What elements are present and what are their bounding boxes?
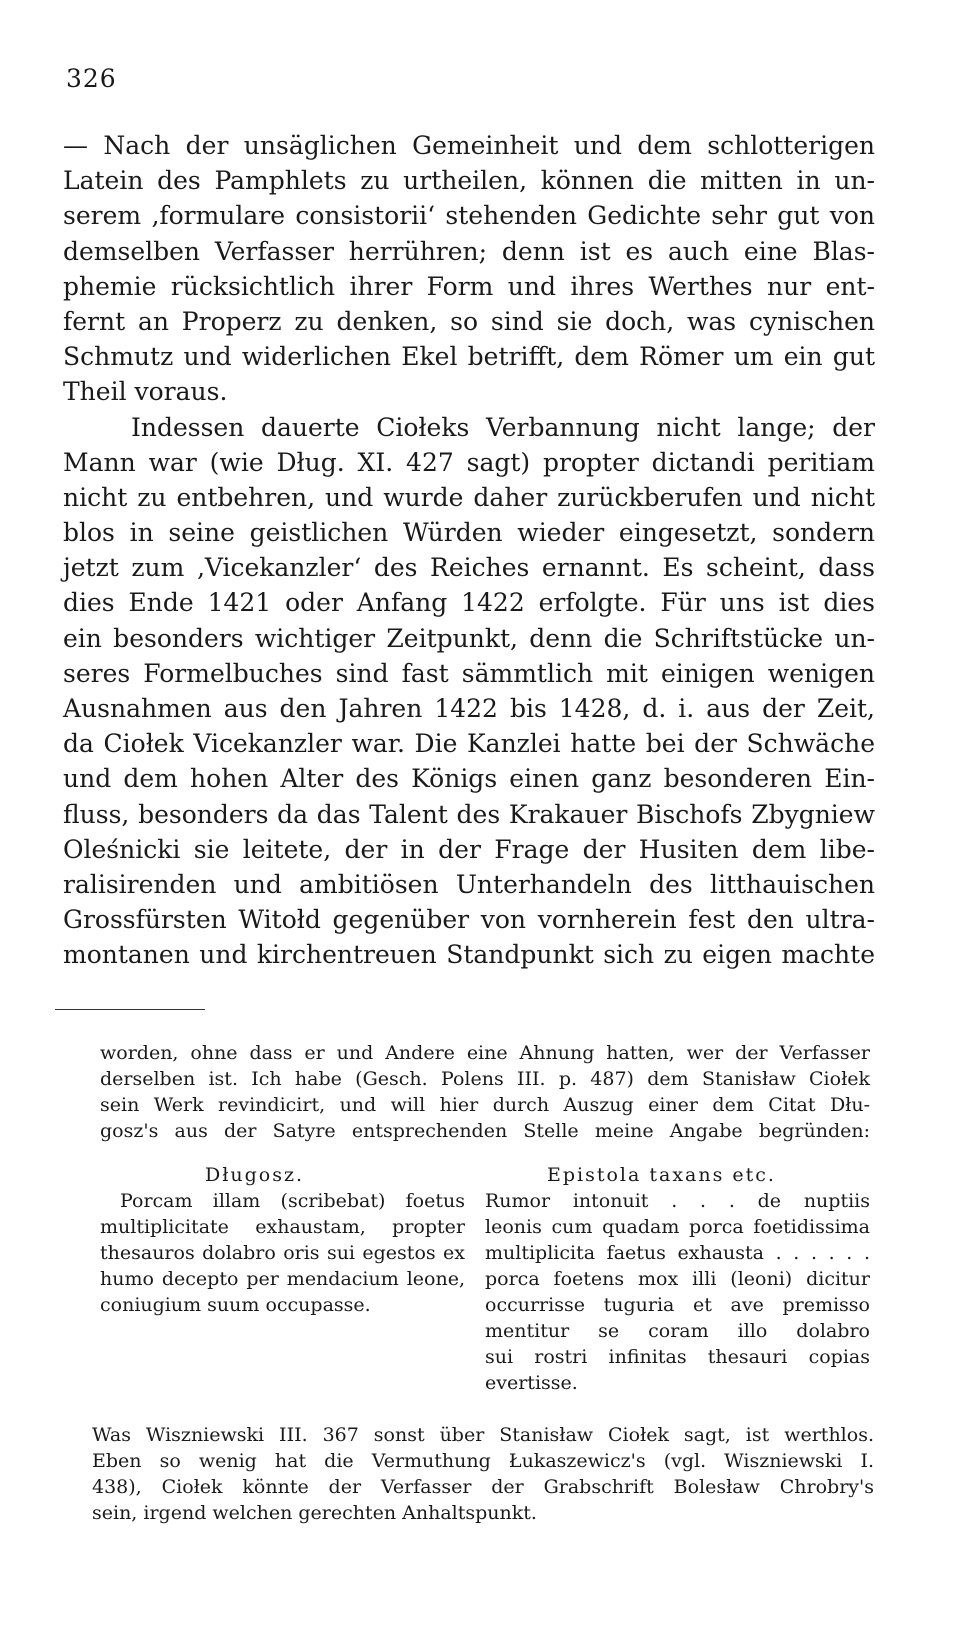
quote-line: coniugium suum occupasse. <box>100 1294 371 1316</box>
main-body-text <box>63 128 875 973</box>
footnote-line: worden, ohne dass er und Andere eine Ahnung hatten, wer der Verfasser <box>100 1042 870 1064</box>
dlugosz-column <box>100 1162 465 1318</box>
footnote-line: derselben ist. Ich habe (Gesch. Polens III. p. 487) dem Stanisław Ciołek <box>100 1068 870 1090</box>
quote-line: leonis cum quadam porca foetidissima <box>485 1216 870 1238</box>
body-line: ein besonders wichtiger Zeitpunkt, denn die Schriftstücke un- <box>63 623 875 653</box>
epistola-column <box>485 1162 870 1396</box>
footnote-line: Eben so wenig hat die Vermuthung Łukaszewicz's (vgl. Wiszniewski I. <box>92 1450 874 1472</box>
footnote-line: sein Werk revindicirt, und will hier durch Auszug einer dem Citat Dłu- <box>100 1094 870 1116</box>
epistola-heading: Epistola taxans etc. <box>547 1164 776 1186</box>
quote-line: thesauros dolabro oris sui egestos ex <box>100 1242 465 1264</box>
quote-line: mentitur se coram illo dolabro <box>485 1320 870 1342</box>
body-line: Oleśnicki sie leitete, der in der Frage der Husiten dem libe- <box>63 834 875 864</box>
quote-line: Porcam illam (scribebat) foetus <box>120 1190 465 1212</box>
parallel-quotations <box>100 1162 870 1422</box>
footnote-line: 438), Ciołek könnte der Verfasser der Grabschrift Bolesław Chrobry's <box>92 1476 874 1498</box>
body-line: blos in seine geistlichen Würden wieder eingesetzt, sondern <box>63 518 875 548</box>
dlugosz-heading: Długosz. <box>205 1164 305 1186</box>
body-line: Grossfürsten Witołd gegenüber von vornherein fest den ultra- <box>63 905 875 935</box>
body-line: ralisirenden und ambitiösen Unterhandeln des litthauischen <box>63 869 875 899</box>
quote-line: sui rostri infinitas thesauri copias <box>485 1346 870 1368</box>
footnote-line: sein, irgend welchen gerechten Anhaltspunkt. <box>92 1502 537 1524</box>
body-line: fluss, besonders da das Talent des Krakauer Bischofs Zbygniew <box>63 799 875 829</box>
quote-line: multiplicitate exhaustam, propter <box>100 1216 465 1238</box>
body-line: — Nach der unsäglichen Gemeinheit und dem schlotterigen <box>63 131 875 160</box>
body-line: Theil voraus. <box>63 377 228 407</box>
body-line: nicht zu entbehren, und wurde daher zurückberufen und nicht <box>63 482 875 512</box>
footnote-intro <box>100 1040 870 1144</box>
body-line: serem ‚formulare consistorii‘ stehenden Gedichte sehr gut von <box>63 201 875 231</box>
body-line: seres Formelbuches sind fast sämmtlich mit einigen wenigen <box>63 658 875 688</box>
quote-line: occurrisse tuguria et ave premisso <box>485 1294 870 1316</box>
body-line: da Ciołek Vicekanzler war. Die Kanzlei hatte bei der Schwäche <box>63 729 875 759</box>
body-line: dies Ende 1421 oder Anfang 1422 erfolgte. Für uns ist dies <box>63 588 875 618</box>
body-line: montanen und kirchentreuen Standpunkt sich zu eigen machte <box>63 940 875 970</box>
body-line: Schmutz und widerlichen Ekel betrifft, dem Römer um ein gut <box>63 342 875 372</box>
body-line: demselben Verfasser herrühren; denn ist es auch eine Blas- <box>63 236 875 266</box>
body-line: Ausnahmen aus den Jahren 1422 bis 1428, d. i. aus der Zeit, <box>63 694 875 723</box>
body-line: phemie rücksichtlich ihrer Form und ihres Werthes nur ent- <box>63 271 875 301</box>
body-line: Mann war (wie Dług. XI. 427 sagt) propter dictandi peritiam <box>63 447 875 477</box>
quote-line: multiplicita faetus exhausta . . . . . . <box>485 1242 870 1264</box>
quote-line: humo decepto per mendacium leone, <box>100 1268 465 1290</box>
page-number: 326 <box>66 64 117 93</box>
footnote-conclusion <box>92 1422 874 1526</box>
quote-line: porca foetens mox illi (leoni) dicitur <box>485 1268 870 1290</box>
body-line: fernt an Properz zu denken, so sind sie doch, was cynischen <box>63 306 875 336</box>
body-line: Indessen dauerte Ciołeks Verbannung nicht lange; der <box>131 412 875 442</box>
footnote-line: gosz's aus der Satyre entsprechenden Stelle meine Angabe begründen: <box>100 1120 870 1142</box>
body-line: jetzt zum ‚Vicekanzler‘ des Reiches ernannt. Es scheint, dass <box>63 553 875 583</box>
footnote-separator <box>55 1009 205 1010</box>
quote-line: evertisse. <box>485 1372 578 1394</box>
body-line: und dem hohen Alter des Königs einen ganz besonderen Ein- <box>63 764 875 794</box>
footnote-line: Was Wiszniewski III. 367 sonst über Stanisław Ciołek sagt, ist werthlos. <box>92 1424 874 1446</box>
quote-line: Rumor intonuit . . . de nuptiis <box>485 1190 870 1212</box>
body-line: Latein des Pamphlets zu urtheilen, können die mitten in un- <box>63 166 875 196</box>
